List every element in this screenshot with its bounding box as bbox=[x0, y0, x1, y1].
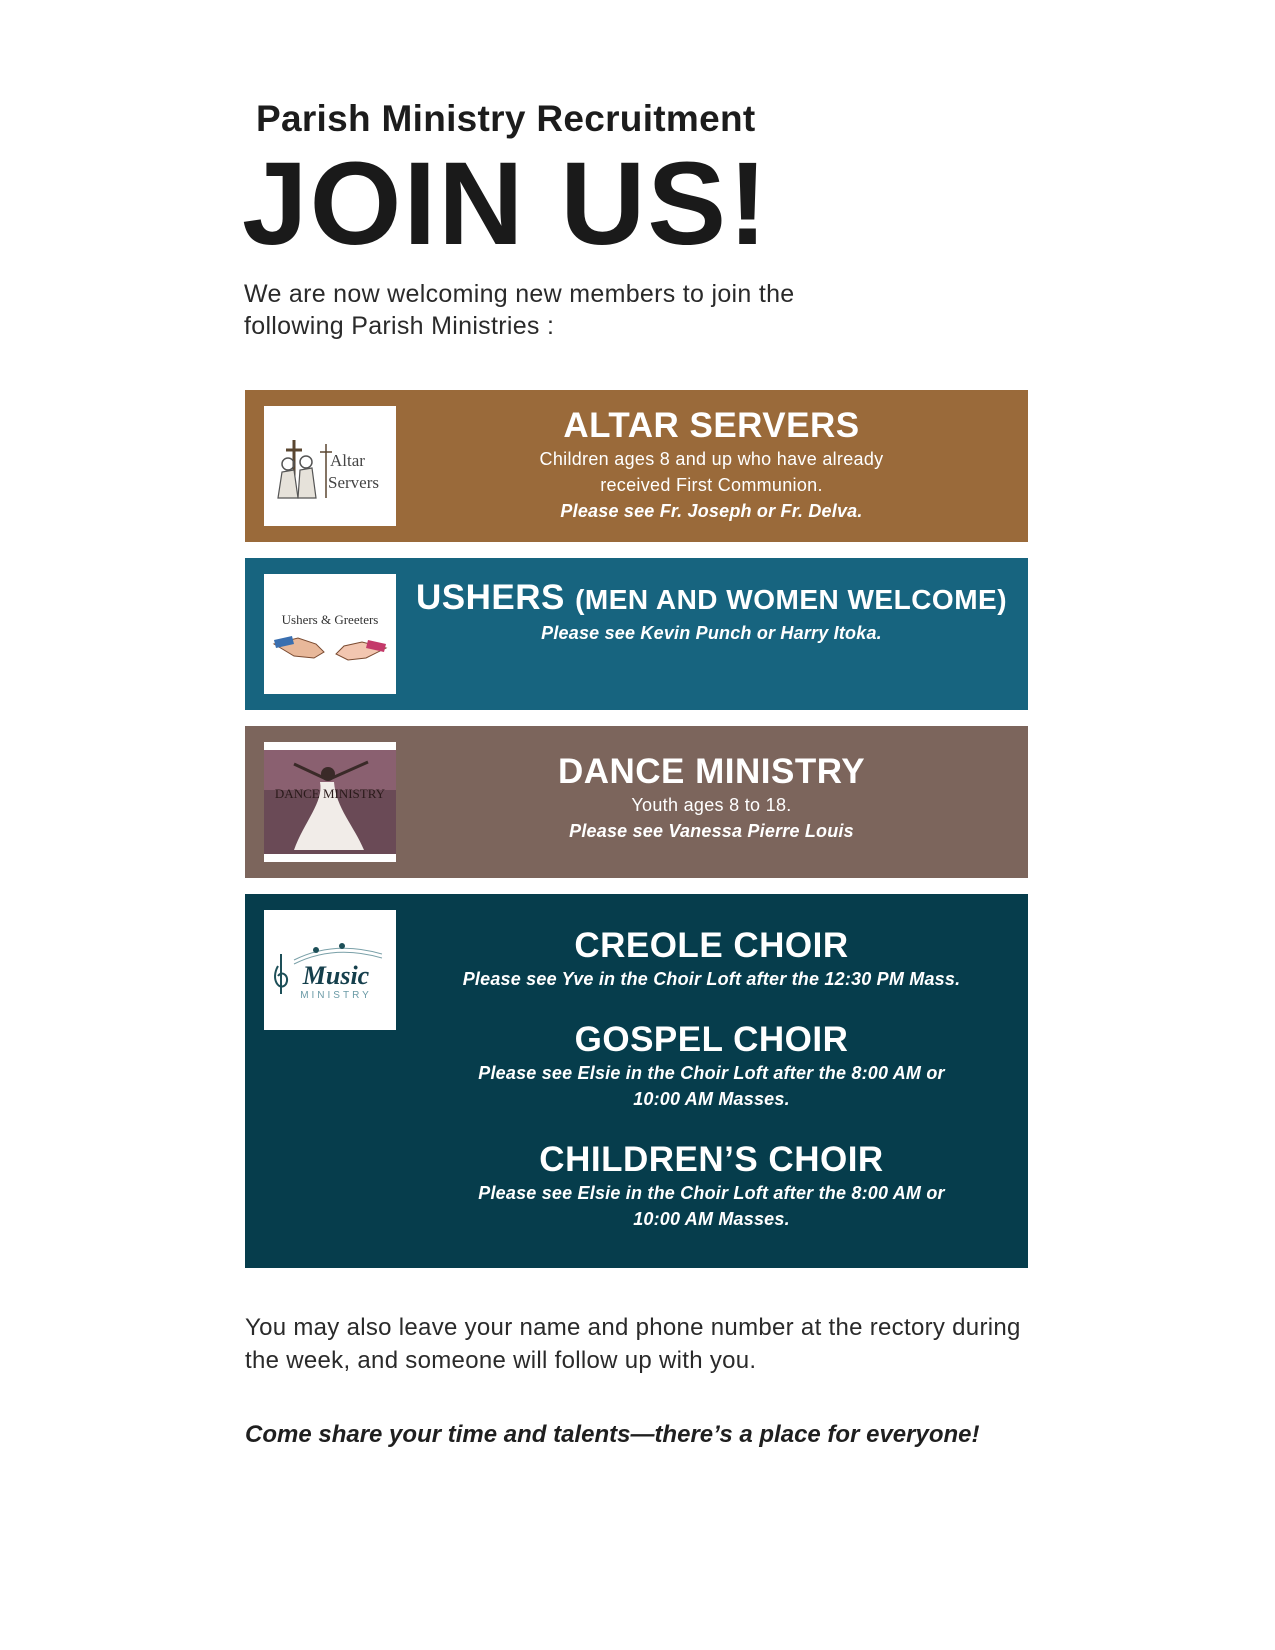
childrens-choir-contact-2: 10:00 AM Masses. bbox=[633, 1209, 790, 1229]
ushers-contact: Please see Kevin Punch or Harry Itoka. bbox=[541, 623, 882, 643]
altar-servers-contact: Please see Fr. Joseph or Fr. Delva. bbox=[560, 501, 863, 521]
handshake-icon bbox=[264, 574, 396, 694]
dance-ministry-card bbox=[245, 726, 1028, 878]
ushers-logo bbox=[264, 574, 396, 694]
music-note-icon bbox=[264, 910, 396, 1030]
dance-ministry-logo bbox=[264, 742, 396, 862]
dance-logo-text: DANCE MINISTRY bbox=[274, 786, 386, 801]
dancer-icon bbox=[264, 742, 396, 862]
gospel-choir-title: GOSPEL CHOIR bbox=[574, 1020, 849, 1059]
music-logo-word-1: Music bbox=[302, 961, 370, 990]
dance-ministry-contact: Please see Vanessa Pierre Louis bbox=[569, 821, 854, 841]
altar-logo-word-2: Servers bbox=[328, 473, 379, 492]
altar-servers-desc-2: received First Communion. bbox=[600, 475, 823, 495]
childrens-choir-contact-1: Please see Elsie in the Choir Loft after the 8:00 AM or bbox=[478, 1183, 945, 1203]
page-headline: JOIN US! bbox=[242, 138, 770, 270]
gospel-choir-contact-1: Please see Elsie in the Choir Loft after the 8:00 AM or bbox=[478, 1063, 945, 1083]
ushers-title-suffix: (MEN AND WOMEN WELCOME) bbox=[575, 584, 1008, 615]
creole-choir-title: CREOLE CHOIR bbox=[574, 926, 849, 965]
ushers-card bbox=[245, 558, 1028, 710]
altar-servers-card bbox=[245, 390, 1028, 542]
altar-servers-icon bbox=[264, 406, 396, 526]
childrens-choir-title: CHILDREN’S CHOIR bbox=[539, 1140, 884, 1179]
footer-note: You may also leave your name and phone number at the rectory during the week, and someone will follow up with you. bbox=[245, 1314, 1021, 1374]
altar-servers-title: ALTAR SERVERS bbox=[563, 406, 860, 445]
page-subtitle: Parish Ministry Recruitment bbox=[256, 98, 756, 139]
music-ministry-logo bbox=[264, 910, 396, 1030]
altar-logo-word-1: Altar bbox=[330, 451, 365, 470]
ushers-logo-text: Ushers & Greeters bbox=[281, 612, 379, 627]
dance-ministry-desc: Youth ages 8 to 18. bbox=[631, 795, 792, 815]
altar-servers-desc-1: Children ages 8 and up who have already bbox=[539, 449, 884, 469]
creole-choir-contact: Please see Yve in the Choir Loft after the 12:30 PM Mass. bbox=[462, 969, 961, 989]
music-logo-word-2: MINISTRY bbox=[300, 990, 372, 1001]
ushers-title-main: USHERS bbox=[415, 578, 565, 617]
music-ministry-card bbox=[245, 894, 1028, 1268]
gospel-choir-contact-2: 10:00 AM Masses. bbox=[633, 1089, 790, 1109]
intro-text: We are now welcoming new members to join the following Parish Ministries : bbox=[244, 280, 795, 340]
altar-servers-logo bbox=[264, 406, 396, 526]
ushers-title bbox=[395, 578, 1028, 620]
closing-message: Come share your time and talents—there’s a place for everyone! bbox=[245, 1421, 980, 1448]
dance-ministry-title: DANCE MINISTRY bbox=[557, 752, 866, 791]
